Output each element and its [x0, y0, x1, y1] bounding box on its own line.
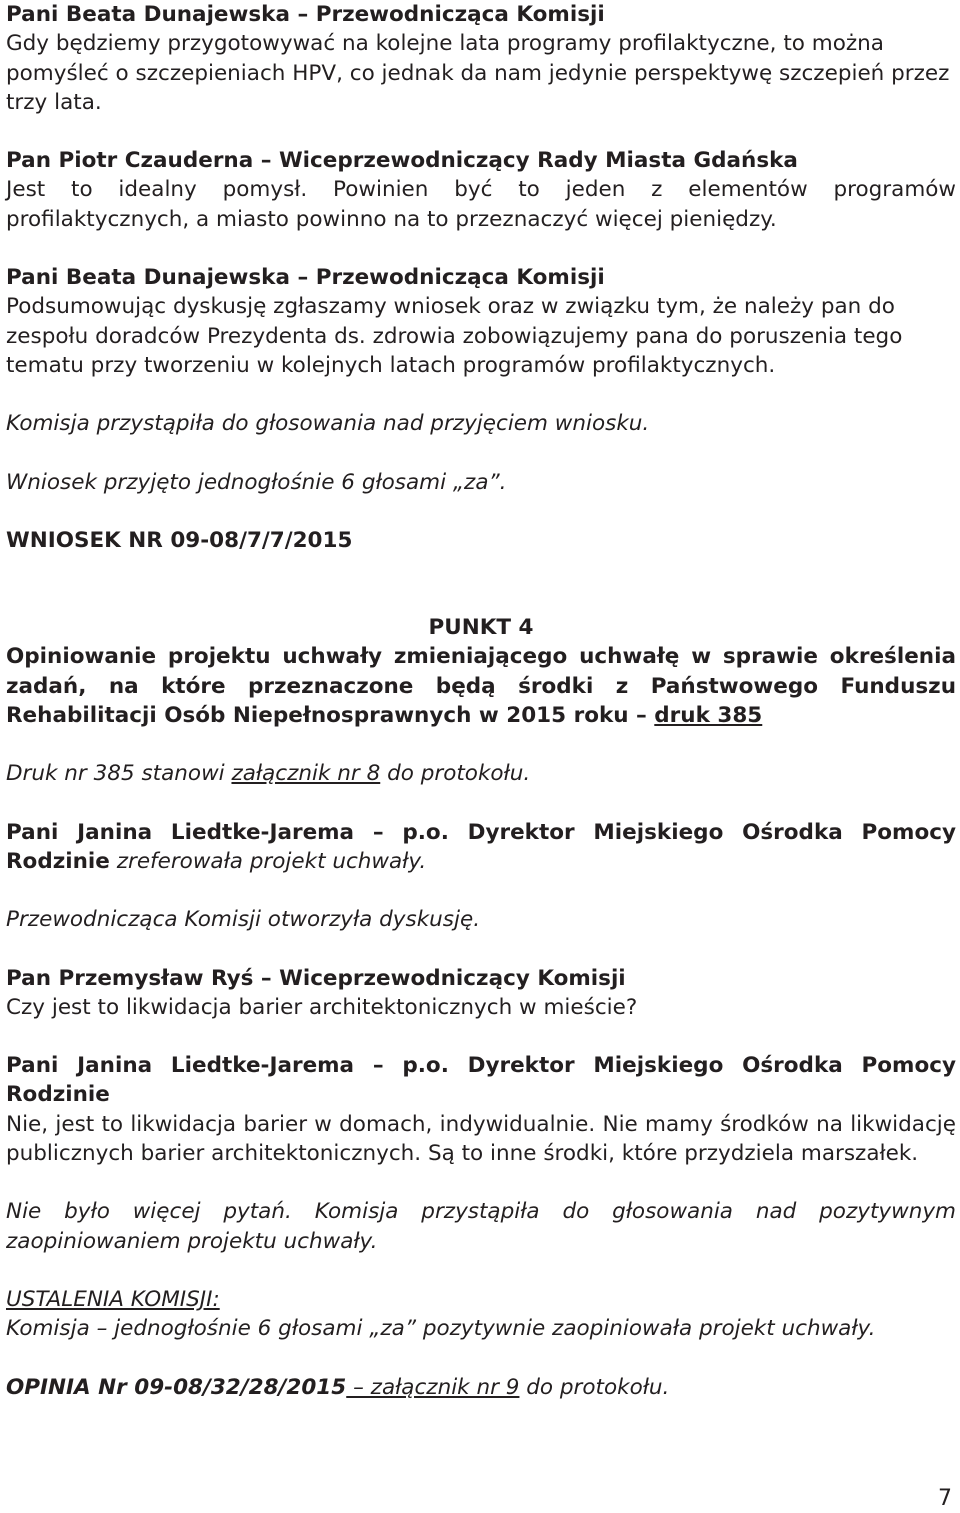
opinion-line	[6, 1373, 956, 1402]
statement-block	[6, 263, 956, 380]
attachment-8-link[interactable]: załącznik nr 8	[231, 761, 381, 787]
statement-block	[6, 0, 956, 117]
speaker-name: Pani Janina Liedtke-Jarema – p.o. Dyrektor Miejskiego Ośrodka Pomocy Rodzinie	[6, 819, 956, 874]
statement-block	[6, 1051, 956, 1168]
statement-text: Nie, jest to likwidacja barier w domach, indywidualnie. Nie mamy środków na likwidację publicznych barier architektonicznych. Są to inne środki, które przydziela marszałek.	[6, 1111, 956, 1167]
agenda-point-label: PUNKT 4	[428, 615, 534, 641]
findings-block	[6, 1285, 956, 1344]
vote-start: Komisja przystąpiła do głosowania nad przyjęciem wniosku.	[6, 411, 650, 437]
findings-label: USTALENIA KOMISJI:	[6, 1286, 220, 1312]
agenda-point-title	[6, 642, 956, 730]
discussion-open: Przewodnicząca Komisji otworzyła dyskusję.	[6, 907, 481, 933]
findings-text: Komisja – jednogłośnie 6 głosami „za” pozytywnie zaopiniowała projekt uchwały.	[6, 1316, 876, 1342]
druk-note-prefix: Druk nr 385 stanowi	[6, 761, 232, 787]
presenter-action: zreferowała projekt uchwały.	[109, 848, 427, 874]
opinion-suffix: do protokołu.	[519, 1374, 670, 1400]
page-number: 7	[938, 1486, 952, 1511]
attachment-9-link[interactable]: – załącznik nr 9	[346, 1374, 520, 1400]
vote-result: Wniosek przyjęto jednogłośnie 6 głosami „za”.	[6, 469, 507, 495]
druk-note	[6, 759, 956, 788]
agenda-point-title-text: Opiniowanie projektu uchwały zmieniającego uchwałę w sprawie określenia zadań, na które przeznaczone będą środki z Państwowego Funduszu Rehabilitacji Osób Niepełnosprawnych w 2015 roku –	[6, 644, 956, 729]
opinion-number: OPINIA Nr 09-08/32/28/2015	[6, 1374, 347, 1400]
druk-note-suffix: do protokołu.	[380, 761, 531, 787]
statement-block	[6, 146, 956, 234]
speaker-name: Pani Janina Liedtke-Jarema – p.o. Dyrektor Miejskiego Ośrodka Pomocy Rodzinie	[6, 1053, 956, 1108]
no-questions-note: Nie było więcej pytań. Komisja przystąpiła do głosowania nad pozytywnym zaopiniowaniem projektu uchwały.	[6, 1199, 956, 1254]
speaker-name: Pan Przemysław Ryś – Wiceprzewodniczący Komisji	[6, 965, 626, 991]
speaker-name: Pan Piotr Czauderna – Wiceprzewodniczący Rady Miasta Gdańska	[6, 148, 798, 174]
statement-text: Podsumowując dyskusję zgłaszamy wniosek oraz w związku tym, że należy pan do zespołu doradców Prezydenta ds. zdrowia zobowiązujemy pana do poruszenia tego tematu przy tworzeniu w kolejnych latach programów profilaktycznych.	[6, 294, 903, 378]
motion-number: WNIOSEK NR 09-08/7/7/2015	[6, 527, 353, 553]
statement-block	[6, 964, 956, 1023]
druk-link[interactable]: druk 385	[654, 703, 763, 729]
statement-text: Gdy będziemy przygotowywać na kolejne lata programy profilaktyczne, to można pomyśleć o szczepieniach HPV, co jednak da nam jedynie perspektywę szczepień przez trzy lata.	[6, 31, 950, 115]
speaker-name: Pani Beata Dunajewska – Przewodnicząca Komisji	[6, 2, 605, 27]
statement-text: Czy jest to likwidacja barier architektonicznych w mieście?	[6, 994, 638, 1020]
statement-text: Jest to idealny pomysł. Powinien być to jeden z elementów programów profilaktycznych, a miasto powinno na to przeznaczyć więcej pieniędzy.	[6, 177, 956, 232]
presenter-note	[6, 818, 956, 877]
document-page	[6, 0, 956, 1402]
speaker-name: Pani Beata Dunajewska – Przewodnicząca Komisji	[6, 265, 605, 291]
